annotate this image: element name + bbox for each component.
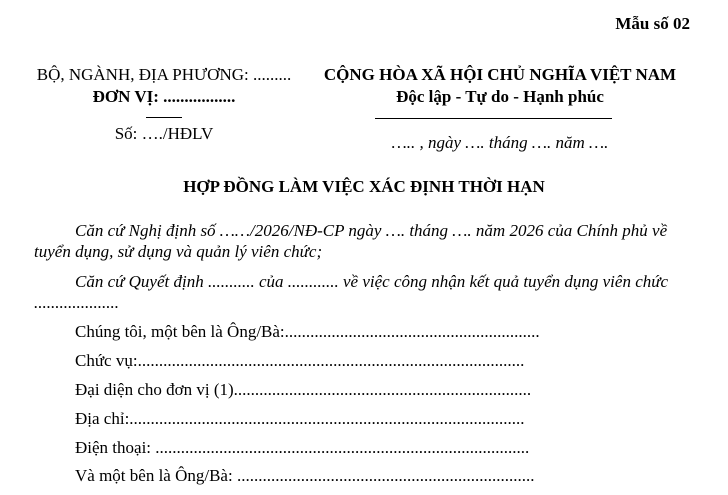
agency-unit-line: ĐƠN VỊ: ................. bbox=[92, 87, 236, 106]
agency-divider bbox=[146, 117, 182, 118]
preamble-decision: Căn cứ Quyết định ........... của ............ về việc công nhận kết quả tuyển dụng viên chức .................... bbox=[34, 272, 669, 312]
field-party-b: Và một bên là Ông/Bà: ...................................................................... bbox=[75, 466, 535, 485]
national-motto: Độc lập - Tự do - Hạnh phúc bbox=[396, 87, 604, 106]
form-number: Mẫu số 02 bbox=[615, 14, 690, 33]
field-position: Chức vụ:........................................................................................... bbox=[75, 351, 525, 370]
contract-title: HỢP ĐỒNG LÀM VIỆC XÁC ĐỊNH THỜI HẠN bbox=[183, 177, 545, 196]
field-represent-unit: Đại diện cho đơn vị (1)...................................................................... bbox=[75, 380, 532, 399]
motto-underline bbox=[375, 118, 612, 119]
date-line: ….. , ngày …. tháng …. năm …. bbox=[391, 133, 609, 152]
field-address: Địa chỉ:............................................................................................. bbox=[75, 409, 525, 428]
preamble-decree: Căn cứ Nghị định số ……/2026/NĐ-CP ngày …. tháng …. năm 2026 của Chính phủ về tuyển dụng, sử dụng và quản lý viên chức; bbox=[34, 221, 668, 261]
field-phone: Điện thoại: ........................................................................................ bbox=[75, 438, 530, 457]
field-party-a: Chúng tôi, một bên là Ông/Bà:............................................................ bbox=[75, 322, 540, 341]
agency-ministry-line: BỘ, NGÀNH, ĐỊA PHƯƠNG: ......... bbox=[36, 65, 292, 84]
document-number: Số: …./HĐLV bbox=[114, 124, 214, 143]
national-title: CỘNG HÒA XÃ HỘI CHỦ NGHĨA VIỆT NAM bbox=[323, 65, 677, 84]
